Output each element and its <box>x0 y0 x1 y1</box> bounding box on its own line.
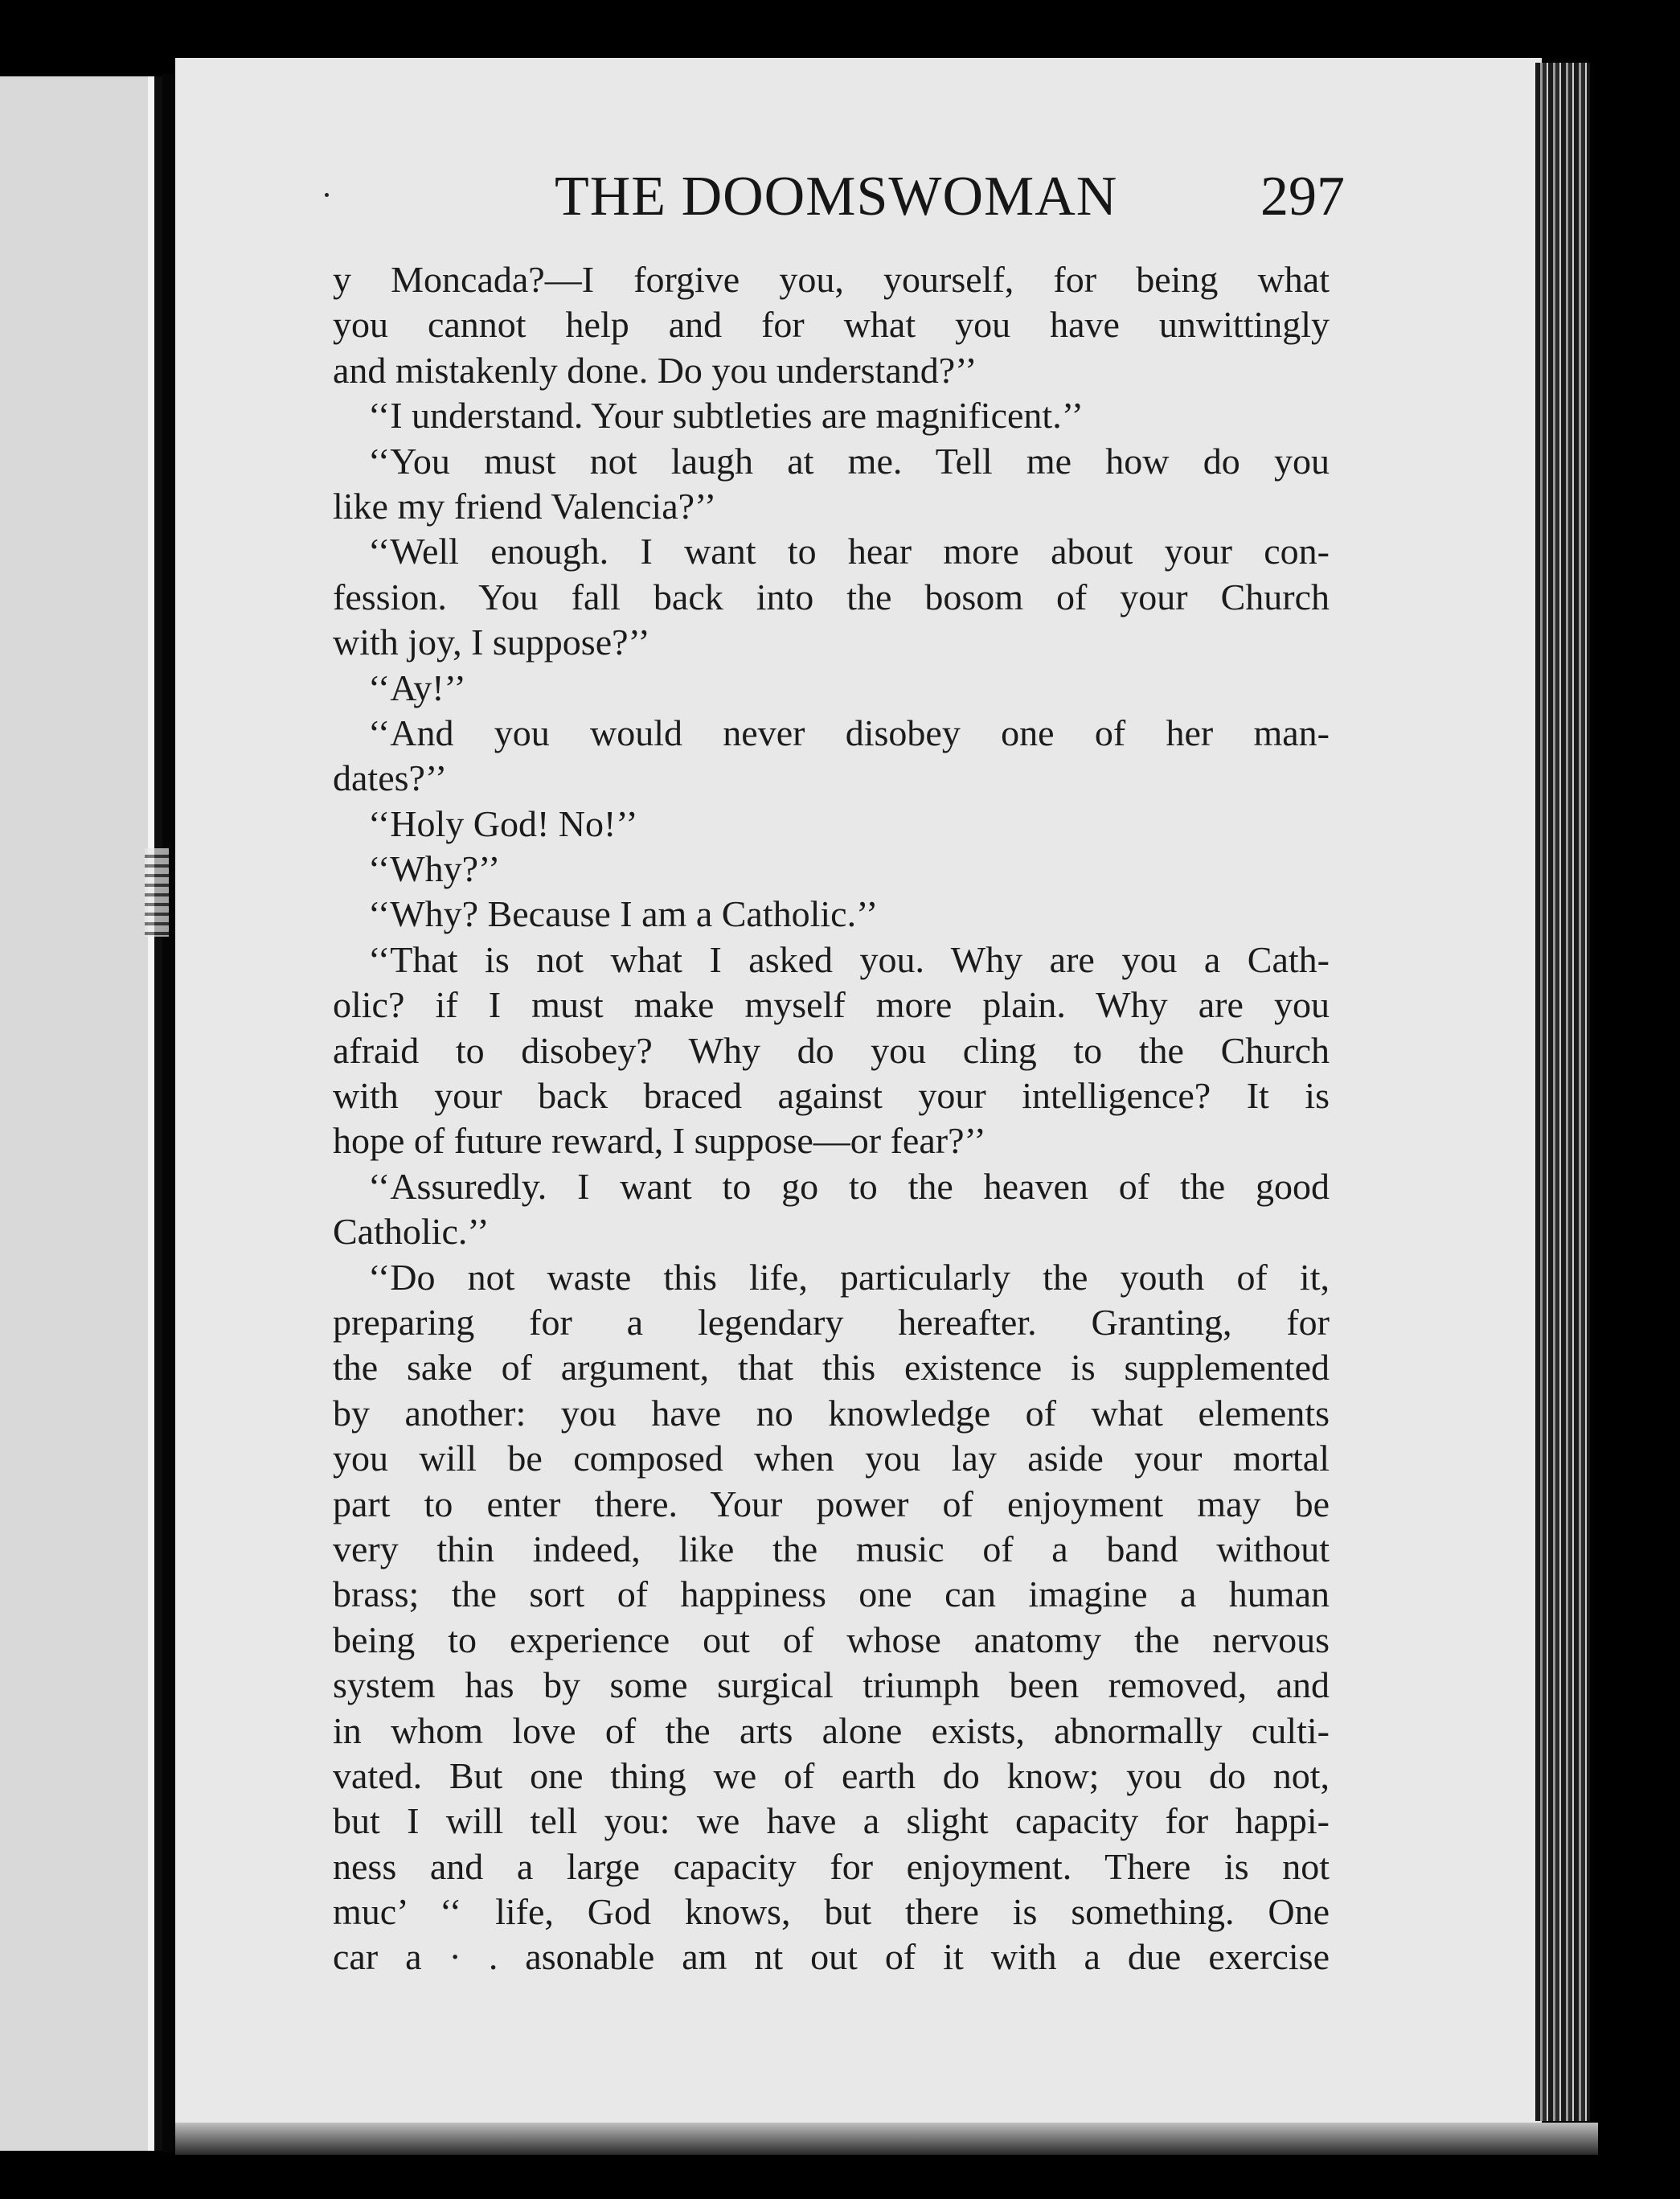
text-line: like my friend Valencia?’’ <box>333 485 717 527</box>
text-line: with joy, I suppose?’’ <box>333 622 650 663</box>
body-text <box>333 257 1330 1980</box>
running-title: THE DOOMSWOMAN <box>555 166 1118 228</box>
text-line: ‘‘Well enough. I want to hear more about your con- <box>368 531 1330 572</box>
text-line: ‘‘Holy God! No!’’ <box>368 802 638 844</box>
text-line: in whom love of the arts alone exists, abnormally culti- <box>333 1709 1330 1751</box>
text-line: part to enter there. Your power of enjoyment may be <box>333 1483 1330 1524</box>
text-line: vated. But one thing we of earth do know; you do not, <box>333 1754 1330 1796</box>
text-line: Catholic.’’ <box>333 1211 490 1253</box>
text-line: ‘‘And you would never disobey one of her man- <box>368 712 1330 753</box>
text-line: dates?’’ <box>333 757 448 799</box>
header-dot <box>325 193 329 197</box>
text-line: ‘‘That is not what I asked you. Why are you a Cath- <box>368 938 1330 980</box>
text-line: you cannot help and for what you have unwittingly <box>333 304 1330 346</box>
text-line: ‘‘You must not laugh at me. Tell me how do you <box>368 440 1330 482</box>
text-line: brass; the sort of happiness one can imagine a human <box>333 1573 1330 1615</box>
text-line: ‘‘Why?’’ <box>368 848 501 890</box>
text-line: y Moncada?—I forgive you, yourself, for being what <box>333 259 1330 300</box>
text-line: fession. You fall back into the bosom of your Church <box>333 576 1330 617</box>
text-line: and mistakenly done. Do you understand?’’ <box>333 349 977 391</box>
page-stack-edge <box>1535 63 1590 2121</box>
left-page-edge <box>148 76 154 2151</box>
text-line: ‘‘Why? Because I am a Catholic.’’ <box>368 893 879 935</box>
text-line: but I will tell you: we have a slight capacity for happi- <box>333 1800 1330 1842</box>
text-line: hope of future reward, I suppose—or fear?’’ <box>333 1120 986 1162</box>
text-line: very thin indeed, like the music of a band without <box>333 1528 1330 1569</box>
text-line: muc’ ‘‘ life, God knows, but there is something. One <box>333 1891 1330 1933</box>
left-facing-page <box>0 76 162 2151</box>
text-line: preparing for a legendary hereafter. Granting, for <box>333 1301 1330 1343</box>
text-line: car a · . asonable am nt out of it with a due exercise <box>333 1936 1330 1978</box>
book-gutter <box>162 74 174 2152</box>
text-line: being to experience out of whose anatomy the nervous <box>333 1618 1330 1660</box>
text-line: ‘‘I understand. Your subtleties are magnificent.’’ <box>368 395 1084 437</box>
text-line: with your back braced against your intelligence? It is <box>333 1075 1330 1117</box>
text-line: olic? if I must make myself more plain. Why are you <box>333 984 1330 1026</box>
text-line: ‘‘Do not waste this life, particularly the youth of it, <box>368 1256 1330 1298</box>
text-line: ness and a large capacity for enjoyment. There is not <box>333 1845 1330 1887</box>
text-line: ‘‘Ay!’’ <box>368 667 466 708</box>
page-bottom-edge <box>175 2123 1598 2155</box>
text-line: afraid to disobey? Why do you cling to the Church <box>333 1029 1330 1071</box>
text-line: by another: you have no knowledge of what elements <box>333 1392 1330 1434</box>
text-line: system has by some surgical triumph been removed, and <box>333 1664 1330 1706</box>
text-line: ‘‘Assuredly. I want to go to the heaven of the good <box>368 1165 1330 1207</box>
text-line: you will be composed when you lay aside your mortal <box>333 1438 1330 1479</box>
binding-stitch-mark <box>145 848 169 937</box>
text-line: the sake of argument, that this existence is supplemented <box>333 1347 1330 1389</box>
page-number: 297 <box>1260 166 1345 228</box>
